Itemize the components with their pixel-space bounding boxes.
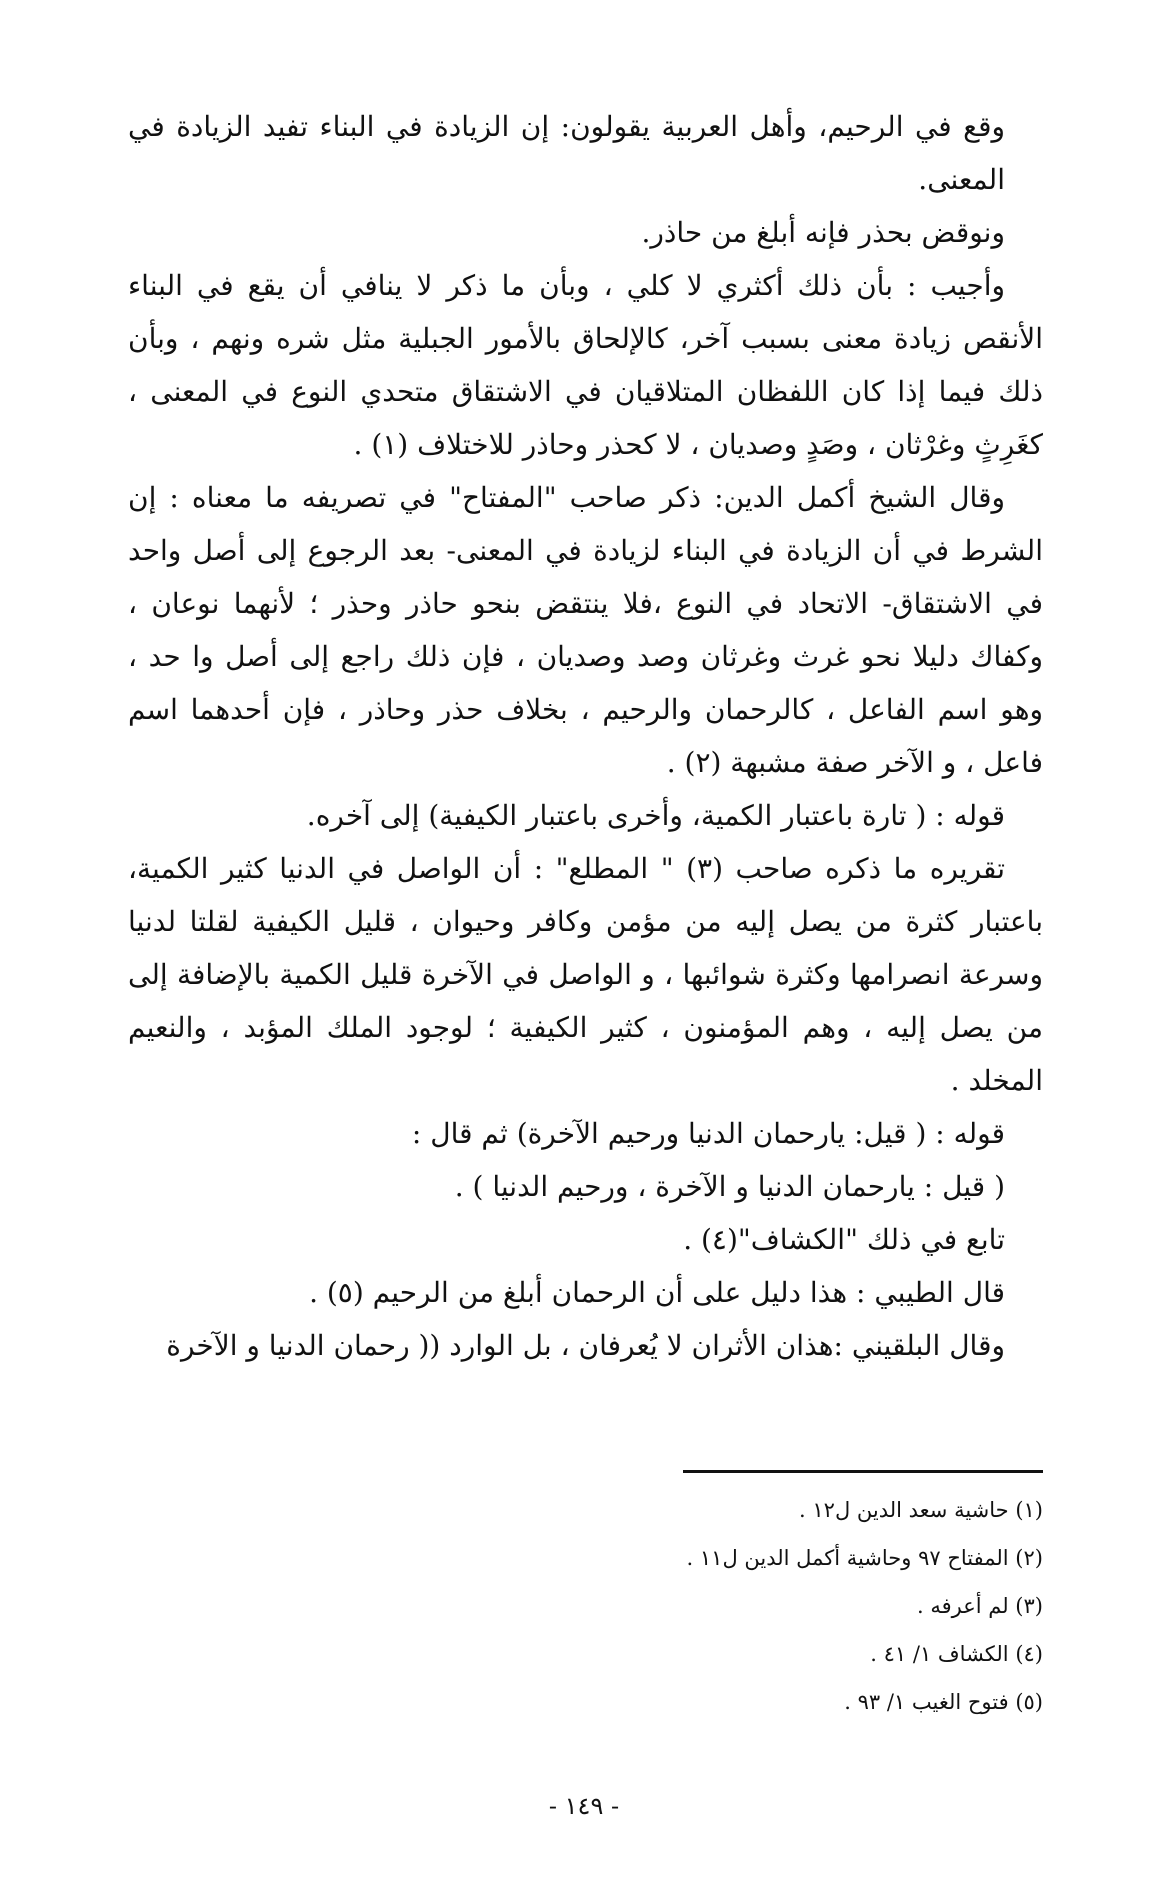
paragraph-10: قال الطيبي : هذا دليل على أن الرحمان أبلغ من الرحيم (٥) . (309, 1276, 1005, 1309)
paragraph-7: قوله : ( قيل: يارحمان الدنيا ورحيم الآخرة) ثم قال : (411, 1117, 1005, 1150)
paragraph-11: وقال البلقيني :هذان الأثران لا يُعرفان ، بل الوارد (( رحمان الدنيا و الآخرة (166, 1329, 1005, 1362)
page-number: - ١٤٩ - (548, 1792, 620, 1820)
paragraph-6: تقريره ما ذكره صاحب (٣) " المطلع" : أن الواصل في الدنيا كثير الكمية، باعتبار كثرة من يصل إليه من مؤمن وكافر وحيوان ، قليل الكيفية لقلتا لدنيا وسرعة انصرامها وكثرة شوائبها ، و الواصل في الآخرة قليل الكمية بالإضافة إلى من يصل إليه ، وهم المؤمنون ، كثير الكيفية ؛ لوجود الملك المؤبد ، والنعيم المخلد . (128, 852, 1043, 1097)
paragraph-8: ( قيل : يارحمان الدنيا و الآخرة ، ورحيم الدنيا ) . (454, 1170, 1005, 1203)
footnote-1: (١) حاشية سعد الدين ل١٢ . (799, 1498, 1043, 1522)
paragraph-4: وقال الشيخ أكمل الدين: ذكر صاحب "المفتاح" في تصريفه ما معناه : إن الشرط في أن الزيادة في البناء لزيادة في المعنى- بعد الرجوع إلى أصل واحد في الاشتقاق- الاتحاد في النوع ،فلا ينتقض بنحو حاذر وحذر ؛ لأنهما نوعان ، وكفاك دليلا نحو غرث وغرثان وصد وصديان ، فإن ذلك راجع إلى أصل وا حد ، وهو اسم الفاعل ، كالرحمان والرحيم ، بخلاف حذر وحاذر ، فإن أحدهما اسم فاعل ، و الآخر صفة مشبهة (٢) . (128, 481, 1043, 779)
paragraph-2: ونوقض بحذر فإنه أبلغ من حاذر. (641, 216, 1005, 249)
paragraph-5: قوله : ( تارة باعتبار الكمية، وأخرى باعتبار الكيفية) إلى آخره. (306, 799, 1005, 832)
footnotes (343, 1486, 1043, 1726)
paragraph-9: تابع في ذلك "الكشاف"(٤) . (683, 1223, 1005, 1256)
paragraph-3: وأجيب : بأن ذلك أكثري لا كلي ، وبأن ما ذكر لا ينافي أن يقع في البناء الأنقص زيادة معنى بسبب آخر، كالإلحاق بالأمور الجبلية مثل شره ونهم ، وبأن ذلك فيما إذا كان اللفظان المتلاقيان في الاشتقاق متحدي النوع في المعنى ، كغَرِثٍ وغرْثان ، وصَدٍ وصديان ، لا كحذر وحاذر للاختلاف (١) . (128, 269, 1043, 461)
footnote-separator (683, 1470, 1043, 1473)
main-text (128, 100, 1043, 1372)
footnote-2: (٢) المفتاح ٩٧ وحاشية أكمل الدين ل١١ . (686, 1546, 1043, 1570)
footnote-5: (٥) فتوح الغيب ١/ ٩٣ . (844, 1690, 1043, 1714)
footnote-3: (٣) لم أعرفه . (916, 1594, 1043, 1618)
paragraph-1: وقع في الرحيم، وأهل العربية يقولون: إن الزيادة في البناء تفيد الزيادة في المعنى. (128, 110, 1005, 196)
footnote-4: (٤) الكشاف ١/ ٤١ . (870, 1642, 1043, 1666)
